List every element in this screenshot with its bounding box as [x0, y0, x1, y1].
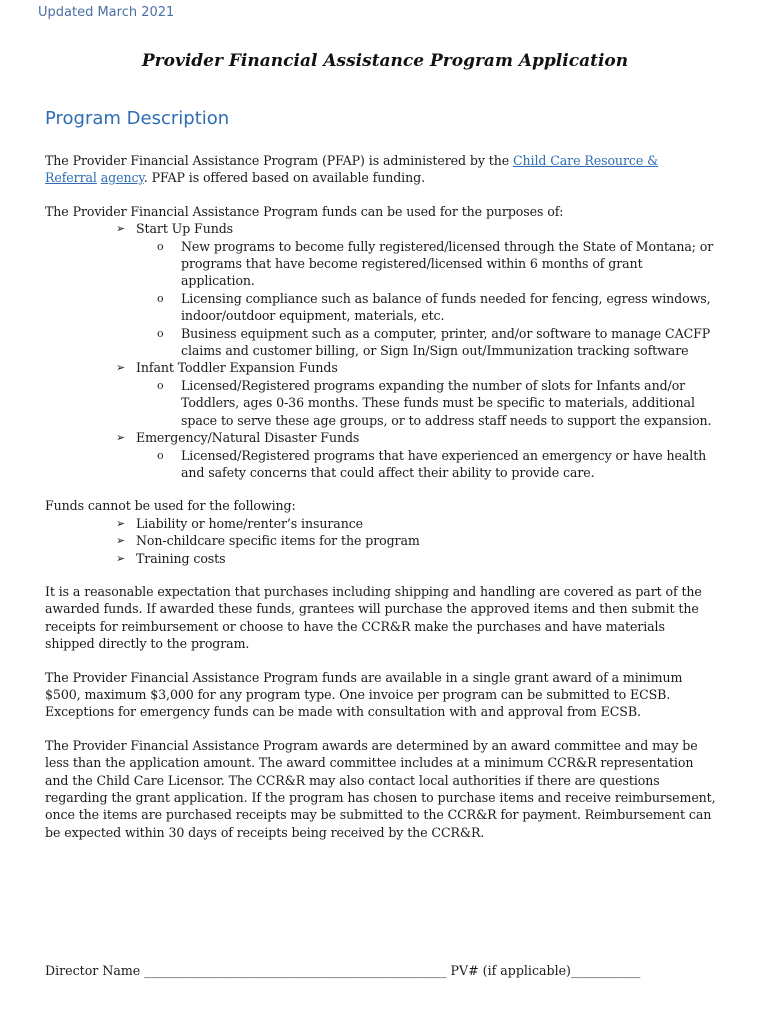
subitem-text: Licensed/Registered programs expanding the number of slots for Infants and/or Toddlers, ages 0-36 months. These funds must be specific to materials, additional space to serve these age groups, or to address staff needs to support the expansion. — [181, 377, 712, 428]
exclusion-item — [116, 515, 717, 532]
exclusion-text: Training costs — [136, 550, 226, 566]
purpose-subitem — [157, 290, 717, 325]
exclusions-list — [45, 515, 717, 567]
purposes-intro: The Provider Financial Assistance Program funds can be used for the purposes of: — [45, 203, 564, 219]
circle-bullet-icon: o — [157, 448, 164, 462]
purpose-sublist — [136, 447, 717, 482]
pv-number-label: PV# (if applicable) — [450, 963, 571, 978]
purpose-item — [116, 429, 717, 481]
ccrr-link-referral[interactable]: Referral — [45, 170, 97, 186]
purpose-label: Emergency/Natural Disaster Funds — [136, 430, 360, 446]
purpose-subitem — [157, 377, 717, 429]
circle-bullet-icon: o — [157, 239, 164, 253]
section-heading: Program Description — [45, 108, 230, 129]
purposes-list-block — [45, 220, 717, 481]
arrow-bullet-icon: ➢ — [116, 534, 126, 548]
subitem-text: New programs to become fully registered/licensed through the State of Montana; or programs that have become registered/licensed within 6 months of grant application. — [181, 238, 714, 289]
purposes-list — [45, 220, 717, 481]
purpose-subitem — [157, 325, 717, 360]
updated-date: Updated March 2021 — [38, 5, 175, 20]
intro-paragraph — [45, 152, 717, 187]
purpose-subitem — [157, 447, 717, 482]
ccrr-link-agency[interactable]: agency — [100, 170, 144, 186]
purpose-sublist — [136, 377, 717, 429]
arrow-bullet-icon: ➢ — [116, 516, 126, 530]
exclusion-text: Liability or home/renter’s insurance — [136, 515, 364, 531]
purpose-subitem — [157, 238, 717, 290]
pv-number-field[interactable]: ___________ — [570, 963, 641, 978]
award-committee-paragraph: The Provider Financial Assistance Program awards are determined by an award committee and may be less than the application amount. The award committee includes at a minimum CCR&R representation and the Child Care Licensor. The CCR&R may also contact local authorities if there are questions regarding the grant application. If the program has chosen to purchase items and receive reimbursement, once the items are purchased receipts may be submitted to the CCR&R for payment. Reimbursement can be expected within 30 days of receipts being received by the CCR&R. — [45, 737, 716, 840]
circle-bullet-icon: o — [157, 378, 164, 392]
purpose-label: Infant Toddler Expansion Funds — [136, 360, 338, 376]
exclusion-item — [116, 550, 717, 567]
intro-text: The Provider Financial Assistance Program (PFAP) is administered by the — [45, 153, 513, 168]
arrow-bullet-icon: ➢ — [116, 551, 126, 565]
subitem-text: Licensed/Registered programs that have experienced an emergency or have health and safety concerns that could affect their ability to provide care. — [181, 447, 707, 480]
page-title: Provider Financial Assistance Program Application — [141, 51, 629, 71]
ccrr-link[interactable]: Child Care Resource & — [512, 153, 659, 168]
purpose-item — [116, 359, 717, 429]
exclusions-list-block — [45, 515, 717, 567]
arrow-bullet-icon: ➢ — [116, 431, 126, 445]
director-name-label: Director Name — [45, 963, 141, 978]
reimbursement-paragraph: It is a reasonable expectation that purchases including shipping and handling are covered as part of the awarded funds. If awarded these funds, grantees will purchase the approved items and then submit the receipts for reimbursement or choose to have the CCR&R make the purchases and have materials shipped directly to the program. — [45, 583, 702, 652]
signature-line — [45, 963, 725, 978]
exclusion-text: Non-childcare specific items for the program — [136, 533, 420, 549]
award-amount-paragraph: The Provider Financial Assistance Program funds are available in a single grant award of a minimum $500, maximum $3,000 for any program type. One invoice per program can be submitted to ECSB. Exceptions for emergency funds can be made with consultation with and approval from ECSB. — [45, 669, 683, 720]
arrow-bullet-icon: ➢ — [116, 222, 126, 236]
circle-bullet-icon: o — [157, 326, 164, 340]
purpose-sublist — [136, 238, 717, 360]
intro-text-end: . PFAP is offered based on available funding. — [143, 170, 425, 186]
arrow-bullet-icon: ➢ — [116, 361, 126, 375]
subitem-text: Licensing compliance such as balance of funds needed for fencing, egress windows, indoor/outdoor equipment, materials, etc. — [181, 290, 711, 324]
exclusions-intro: Funds cannot be used for the following: — [45, 498, 296, 514]
purpose-label: Start Up Funds — [136, 221, 234, 237]
subitem-text: Business equipment such as a computer, printer, and/or software to manage CACFP claims and customer billing, or Sign In/Sign out/Immunization tracking software — [181, 325, 711, 359]
document-body — [45, 152, 717, 857]
circle-bullet-icon: o — [157, 291, 164, 305]
purpose-item — [116, 220, 717, 359]
exclusion-item — [116, 532, 717, 549]
director-name-field[interactable]: ________________________________________________ — [144, 963, 447, 978]
